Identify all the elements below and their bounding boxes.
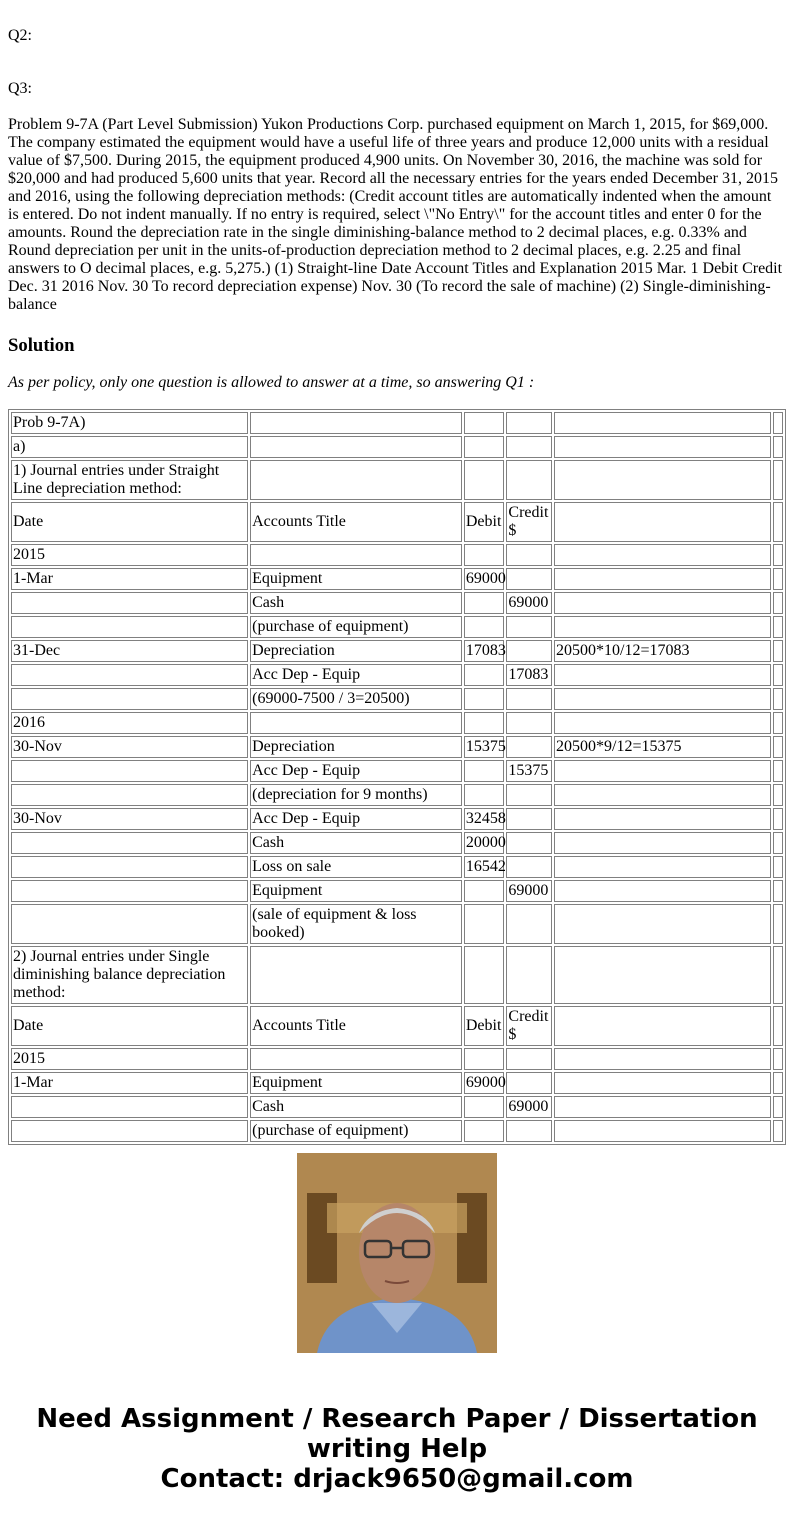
table-cell-empty — [773, 616, 783, 638]
table-cell: Equipment — [250, 880, 462, 902]
table-cell — [11, 856, 248, 878]
table-cell — [554, 544, 771, 566]
table-cell — [554, 592, 771, 614]
table-cell — [506, 640, 552, 662]
table-cell — [11, 688, 248, 710]
table-cell — [554, 856, 771, 878]
table-cell — [464, 592, 505, 614]
table-cell-empty — [773, 460, 783, 500]
table-cell — [506, 544, 552, 566]
table-cell — [554, 880, 771, 902]
table-cell — [464, 946, 505, 1004]
table-cell — [464, 904, 505, 944]
table-cell-empty — [773, 946, 783, 1004]
table-cell: Depreciation — [250, 736, 462, 758]
table-cell — [464, 1048, 505, 1070]
table-cell — [554, 1096, 771, 1118]
table-cell — [11, 1096, 248, 1118]
table-cell — [11, 616, 248, 638]
table-cell-empty — [773, 544, 783, 566]
table-cell — [506, 436, 552, 458]
table-cell-empty — [773, 784, 783, 806]
table-row — [11, 502, 783, 542]
table-cell — [506, 856, 552, 878]
table-cell — [250, 712, 462, 734]
table-cell — [464, 544, 505, 566]
table-row — [11, 808, 783, 830]
table-cell — [506, 616, 552, 638]
table-row — [11, 1120, 783, 1142]
promo-banner — [0, 1404, 794, 1494]
table-cell — [506, 712, 552, 734]
table-cell — [464, 760, 505, 782]
table-cell — [554, 832, 771, 854]
table-cell: Date — [11, 502, 248, 542]
table-cell — [506, 784, 552, 806]
table-cell-empty — [773, 568, 783, 590]
table-cell — [250, 544, 462, 566]
table-cell-empty — [773, 736, 783, 758]
table-row — [11, 1006, 783, 1046]
table-row — [11, 436, 783, 458]
table-row — [11, 640, 783, 662]
table-cell — [250, 412, 462, 434]
promo-line-3: Contact: drjack9650@gmail.com — [160, 1464, 634, 1494]
table-row — [11, 880, 783, 902]
table-cell — [506, 1072, 552, 1094]
table-cell — [554, 784, 771, 806]
question-3-label: Q3: — [8, 80, 32, 97]
table-cell — [11, 784, 248, 806]
table-cell — [506, 946, 552, 1004]
table-cell — [250, 946, 462, 1004]
table-cell: Prob 9-7A) — [11, 412, 248, 434]
table-cell: Cash — [250, 1096, 462, 1118]
table-cell-empty — [773, 436, 783, 458]
table-cell — [250, 436, 462, 458]
table-cell-empty — [773, 1048, 783, 1070]
table-cell: (sale of equipment & loss booked) — [250, 904, 462, 944]
table-cell — [464, 460, 505, 500]
table-row — [11, 544, 783, 566]
table-cell — [554, 760, 771, 782]
solution-heading: Solution — [8, 335, 75, 356]
author-avatar — [297, 1153, 497, 1353]
table-cell: 69000 — [506, 880, 552, 902]
table-cell: 17083 — [506, 664, 552, 686]
table-cell-empty — [773, 592, 783, 614]
table-cell-empty — [773, 1096, 783, 1118]
table-cell: 17083 — [464, 640, 505, 662]
table-row — [11, 568, 783, 590]
table-cell — [506, 1120, 552, 1142]
table-cell — [554, 568, 771, 590]
table-cell: Equipment — [250, 568, 462, 590]
table-cell — [554, 460, 771, 500]
table-cell — [464, 688, 505, 710]
table-cell — [506, 688, 552, 710]
table-cell — [506, 832, 552, 854]
table-cell: 2015 — [11, 544, 248, 566]
table-cell — [554, 1072, 771, 1094]
table-cell: 15375 — [464, 736, 505, 758]
table-row — [11, 712, 783, 734]
table-cell — [464, 616, 505, 638]
table-cell-empty — [773, 832, 783, 854]
question-2-label: Q2: — [8, 27, 32, 44]
table-cell: Date — [11, 1006, 248, 1046]
table-cell: 69000 — [506, 592, 552, 614]
table-cell: 20500*9/12=15375 — [554, 736, 771, 758]
table-cell — [554, 1006, 771, 1046]
table-cell — [464, 1096, 505, 1118]
table-cell: Acc Dep - Equip — [250, 760, 462, 782]
table-cell — [11, 592, 248, 614]
table-cell — [464, 712, 505, 734]
author-photo-icon — [297, 1153, 497, 1353]
table-cell-empty — [773, 502, 783, 542]
table-cell: Credit $ — [506, 1006, 552, 1046]
table-row — [11, 904, 783, 944]
table-cell: 1-Mar — [11, 1072, 248, 1094]
table-cell — [11, 760, 248, 782]
table-cell — [506, 736, 552, 758]
table-row — [11, 1096, 783, 1118]
table-cell — [464, 880, 505, 902]
table-cell: 2015 — [11, 1048, 248, 1070]
table-row — [11, 460, 783, 500]
table-cell: 1) Journal entries under Straight Line depreciation method: — [11, 460, 248, 500]
table-cell: a) — [11, 436, 248, 458]
table-row — [11, 1048, 783, 1070]
table-cell — [11, 664, 248, 686]
table-cell-empty — [773, 1006, 783, 1046]
table-cell: Cash — [250, 832, 462, 854]
table-cell — [11, 1120, 248, 1142]
table-cell: (69000-7500 / 3=20500) — [250, 688, 462, 710]
table-cell — [554, 664, 771, 686]
table-cell-empty — [773, 808, 783, 830]
table-cell — [554, 904, 771, 944]
table-cell — [464, 784, 505, 806]
table-row — [11, 664, 783, 686]
table-cell — [506, 568, 552, 590]
table-row — [11, 736, 783, 758]
journal-table-container — [8, 409, 786, 1139]
table-cell — [554, 946, 771, 1004]
table-cell-empty — [773, 1072, 783, 1094]
table-cell: 20500*10/12=17083 — [554, 640, 771, 662]
table-cell — [250, 460, 462, 500]
table-cell — [11, 904, 248, 944]
table-row — [11, 760, 783, 782]
table-row — [11, 688, 783, 710]
promo-line-2: writing Help — [306, 1434, 488, 1464]
table-cell — [464, 436, 505, 458]
table-cell: 69000 — [464, 568, 505, 590]
table-cell — [11, 880, 248, 902]
table-cell-empty — [773, 880, 783, 902]
problem-statement: Problem 9-7A (Part Level Submission) Yukon Productions Corp. purchased equipment on March 1, 2015, for $69,000. The company estimated the equipment would have a useful life of three years and produce 12,000 units with a residual value of $7,500. During 2015, the equipment produced 4,900 units. On November 30, 2016, the machine was sold for $20,000 and had produced 5,600 units that year. Record all the necessary entries for the years ended December 31, 2015 and 2016, using the following depreciation methods: (Credit account titles are automatically indented when the amount is entered. Do not indent manually. If no entry is required, select \"No Entry\" for the account titles and enter 0 for the amounts. Round the depreciation rate in the single diminishing-balance method to 2 decimal places, e.g. 0.33% and Round depreciation per unit in the units-of-production depreciation method to 2 decimal places, e.g. 2.25 and final answers to O decimal places, e.g. 5,275.) (1) Straight-line Date Account Titles and Explanation 2015 Mar. 1 Debit Credit Dec. 31 2016 Nov. 30 To record depreciation expense) Nov. 30 (To record the sale of machine) (2) Single-diminishing-balance — [8, 116, 783, 313]
table-cell — [506, 904, 552, 944]
table-cell: 1-Mar — [11, 568, 248, 590]
table-cell: 2016 — [11, 712, 248, 734]
table-cell — [554, 1120, 771, 1142]
table-cell — [506, 1048, 552, 1070]
table-cell — [554, 808, 771, 830]
table-cell — [554, 502, 771, 542]
table-cell: Acc Dep - Equip — [250, 808, 462, 830]
table-row — [11, 592, 783, 614]
table-cell: 30-Nov — [11, 808, 248, 830]
table-cell: 2) Journal entries under Single diminishing balance depreciation method: — [11, 946, 248, 1004]
table-cell — [554, 712, 771, 734]
table-cell — [250, 1048, 462, 1070]
table-cell: Acc Dep - Equip — [250, 664, 462, 686]
policy-note: As per policy, only one question is allowed to answer at a time, so answering Q1 : — [8, 374, 535, 391]
table-cell-empty — [773, 412, 783, 434]
table-cell — [554, 412, 771, 434]
table-cell — [11, 832, 248, 854]
table-cell-empty — [773, 712, 783, 734]
journal-entries-table — [8, 409, 786, 1145]
table-cell — [506, 412, 552, 434]
table-cell: (depreciation for 9 months) — [250, 784, 462, 806]
table-cell: 20000 — [464, 832, 505, 854]
table-cell-empty — [773, 1120, 783, 1142]
table-cell-empty — [773, 640, 783, 662]
table-row — [11, 946, 783, 1004]
table-cell: 15375 — [506, 760, 552, 782]
table-cell: 16542 — [464, 856, 505, 878]
table-row — [11, 832, 783, 854]
table-cell: Equipment — [250, 1072, 462, 1094]
table-cell: Debit — [464, 1006, 505, 1046]
table-cell: Loss on sale — [250, 856, 462, 878]
table-cell: 30-Nov — [11, 736, 248, 758]
table-cell: Cash — [250, 592, 462, 614]
table-cell: Accounts Title — [250, 502, 462, 542]
table-cell: 31-Dec — [11, 640, 248, 662]
table-row — [11, 784, 783, 806]
table-cell: (purchase of equipment) — [250, 616, 462, 638]
table-cell-empty — [773, 760, 783, 782]
table-cell — [464, 1120, 505, 1142]
table-cell: Debit — [464, 502, 505, 542]
table-cell: 69000 — [506, 1096, 552, 1118]
table-cell-empty — [773, 856, 783, 878]
table-cell — [464, 412, 505, 434]
table-cell — [506, 808, 552, 830]
table-cell-empty — [773, 904, 783, 944]
table-cell — [554, 688, 771, 710]
promo-line-1: Need Assignment / Research Paper / Dissertation — [36, 1404, 758, 1434]
table-cell — [554, 616, 771, 638]
table-row — [11, 856, 783, 878]
table-cell: Depreciation — [250, 640, 462, 662]
table-cell: Accounts Title — [250, 1006, 462, 1046]
table-cell-empty — [773, 664, 783, 686]
table-row — [11, 616, 783, 638]
table-cell: (purchase of equipment) — [250, 1120, 462, 1142]
table-cell — [464, 664, 505, 686]
table-cell-empty — [773, 688, 783, 710]
table-cell — [554, 436, 771, 458]
table-row — [11, 1072, 783, 1094]
table-cell — [506, 460, 552, 500]
table-cell: 32458 — [464, 808, 505, 830]
table-cell — [554, 1048, 771, 1070]
table-row — [11, 412, 783, 434]
table-cell: Credit $ — [506, 502, 552, 542]
table-cell: 69000 — [464, 1072, 505, 1094]
